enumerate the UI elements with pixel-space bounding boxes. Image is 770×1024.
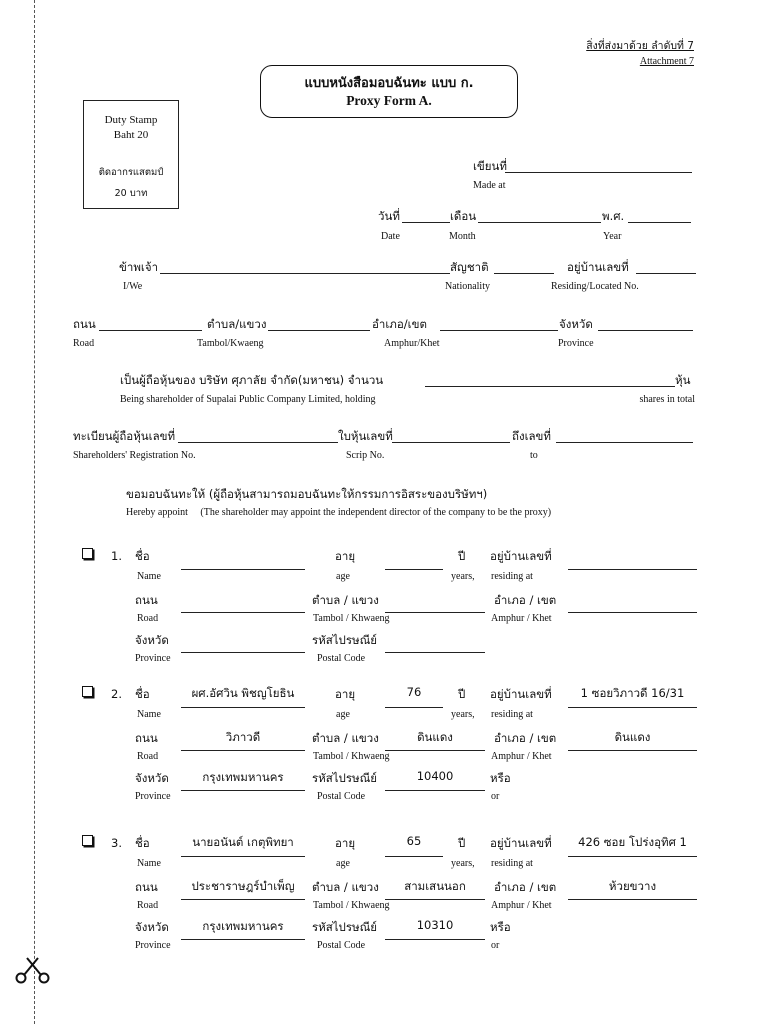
- date-month-line: [478, 222, 601, 223]
- proxy-age-line[interactable]: [385, 569, 443, 570]
- tambol-label-th: ตำบล / แขวง: [312, 880, 379, 894]
- road-label-en: Road: [137, 613, 159, 624]
- checkbox-icon[interactable]: [82, 548, 93, 559]
- proxy-postal-line[interactable]: [385, 652, 485, 653]
- proxy-house-line[interactable]: [568, 707, 697, 708]
- to-label-en: to: [530, 450, 538, 461]
- years-label-th: ปี: [458, 687, 466, 701]
- residing-label-th: อยู่บ้านเลขที่: [490, 549, 552, 563]
- province-label-th: จังหวัด: [135, 633, 169, 647]
- province-label-en: Province: [135, 791, 171, 802]
- years-label-th: ปี: [458, 836, 466, 850]
- made-at-label-en: Made at: [473, 180, 506, 191]
- residing-label-en: Residing/Located No.: [551, 281, 639, 292]
- to-line: [556, 442, 693, 443]
- proxy-house-line[interactable]: [568, 856, 697, 857]
- residing-label-en: residing at: [491, 709, 533, 720]
- proxy-road-line[interactable]: [181, 750, 305, 751]
- age-label-th: อายุ: [335, 549, 356, 563]
- shares-unit-en: shares in total: [639, 394, 695, 405]
- date-month-en: Month: [449, 231, 476, 242]
- age-label-en: age: [336, 571, 350, 582]
- proxy-name-line[interactable]: [181, 856, 305, 857]
- residing-line: [636, 273, 696, 274]
- proxy-tambol-line[interactable]: [385, 899, 485, 900]
- proxy-province-value: กรุงเทพมหานคร: [202, 919, 284, 933]
- tambol-label-en: Tambol/Kwaeng: [197, 338, 264, 349]
- road-label-th: ถนน: [135, 593, 158, 607]
- road-label-th: ถนน: [135, 731, 158, 745]
- scrip-line: [392, 442, 510, 443]
- attachment-number-en: Attachment 7: [639, 56, 694, 67]
- name-label-th: ชื่อ: [135, 549, 150, 563]
- proxy-province-line[interactable]: [181, 790, 305, 791]
- name-label-en: Name: [137, 709, 161, 720]
- proxy-age-value: 76: [406, 685, 422, 699]
- proxy-house-line[interactable]: [568, 569, 697, 570]
- shareholder-text-th: เป็นผู้ถือหุ้นของ บริษัท ศุภาลัย จำกัด(มหาชน) จำนวน: [120, 373, 384, 387]
- road-label-en: Road: [137, 751, 159, 762]
- nationality-line: [494, 273, 554, 274]
- tambol-label-th: ตำบล / แขวง: [312, 593, 379, 607]
- tambol-label-th: ตำบล/แขวง: [207, 317, 267, 331]
- years-label-en: years,: [451, 709, 475, 720]
- postal-label-en: Postal Code: [317, 653, 366, 664]
- date-year-line: [628, 222, 691, 223]
- name-label-en: Name: [137, 858, 161, 869]
- proxy-amphur-value: ห้วยขวาง: [608, 879, 657, 893]
- proxy-tambol-line[interactable]: [385, 750, 485, 751]
- amphur-label-th: อำเภอ / เขต: [494, 731, 557, 745]
- made-at-label-th: เขียนที่: [473, 159, 507, 173]
- proxy-tambol-value: สามเสนนอก: [404, 879, 466, 893]
- proxy-road-line[interactable]: [181, 612, 305, 613]
- proxy-tambol-line[interactable]: [385, 612, 485, 613]
- or-label-th: หรือ: [490, 920, 511, 934]
- road-line: [99, 330, 202, 331]
- appoint-text-en: Hereby appoint (The shareholder may appoint the independent director of the company to be the proxy): [126, 507, 552, 518]
- date-day-en: Date: [381, 231, 400, 242]
- amphur-label-en: Amphur / Khet: [491, 751, 552, 762]
- road-label-th: ถนน: [73, 317, 96, 331]
- proxy-number: 2.: [111, 687, 122, 701]
- proxy-age-value: 65: [406, 834, 422, 848]
- postal-label-en: Postal Code: [317, 940, 366, 951]
- checkbox-icon[interactable]: [82, 835, 93, 846]
- duty-stamp-box: [83, 100, 179, 209]
- amphur-label-th: อำเภอ/เขต: [372, 317, 427, 331]
- proxy-province-value: กรุงเทพมหานคร: [202, 770, 284, 784]
- proxy-name-line[interactable]: [181, 569, 305, 570]
- road-label-en: Road: [73, 338, 95, 349]
- or-label-th: หรือ: [490, 771, 511, 785]
- amphur-label-th: อำเภอ / เขต: [494, 880, 557, 894]
- province-label-th: จังหวัด: [135, 771, 169, 785]
- proxy-name-value: ผศ.อัศวิน พิชญโยธิน: [191, 686, 295, 700]
- or-label-en: or: [491, 791, 500, 802]
- postal-label-th: รหัสไปรษณีย์: [312, 633, 378, 647]
- checkbox-icon[interactable]: [82, 686, 93, 697]
- stamp-en-2: Baht 20: [113, 129, 149, 141]
- proxy-amphur-line[interactable]: [568, 612, 697, 613]
- stamp-en-1: Duty Stamp: [104, 114, 158, 126]
- date-year-en: Year: [603, 231, 622, 242]
- date-month-th: เดือน: [450, 209, 477, 223]
- to-label-th: ถึงเลขที่: [512, 429, 551, 443]
- proxy-name-value: นายอนันต์ เกตุพิทยา: [192, 835, 294, 849]
- age-label-en: age: [336, 709, 350, 720]
- residing-label-en: residing at: [491, 571, 533, 582]
- attachment-number-th: สิ่งที่ส่งมาด้วย ลำดับที่ 7: [586, 40, 694, 52]
- name-label-th: ชื่อ: [135, 836, 150, 850]
- tambol-line: [268, 330, 370, 331]
- province-label-th: จังหวัด: [559, 317, 593, 331]
- proxy-house-value: 426 ซอย โปร่งอุทิศ 1: [578, 835, 687, 849]
- proxy-postal-value: 10310: [416, 918, 454, 932]
- province-label-en: Province: [135, 940, 171, 951]
- proxy-amphur-value: ดินแดง: [614, 730, 651, 744]
- age-label-th: อายุ: [335, 836, 356, 850]
- title-en: Proxy Form A.: [346, 93, 432, 108]
- province-label-en: Province: [558, 338, 594, 349]
- registration-label-en: Shareholders' Registration No.: [73, 450, 196, 461]
- proxy-road-value: วิภาวดี: [225, 730, 261, 744]
- road-label-en: Road: [137, 900, 159, 911]
- proxy-amphur-line[interactable]: [568, 899, 697, 900]
- years-label-en: years,: [451, 571, 475, 582]
- residing-label-en: residing at: [491, 858, 533, 869]
- province-line: [598, 330, 693, 331]
- appoint-text-th: ขอมอบฉันทะให้ (ผู้ถือหุ้นสามารถมอบฉันทะให้กรรมการอิสระของบริษัทฯ): [126, 487, 488, 501]
- amphur-label-th: อำเภอ / เขต: [494, 593, 557, 607]
- residing-label-th: อยู่บ้านเลขที่: [567, 260, 629, 274]
- proxy-number: 1.: [111, 549, 122, 563]
- proxy-house-value: 1 ซอยวิภาวดี 16/31: [580, 686, 685, 700]
- residing-label-th: อยู่บ้านเลขที่: [490, 836, 552, 850]
- proxy-road-value: ประชาราษฎร์บำเพ็ญ: [191, 879, 295, 893]
- scissors-icon: [14, 955, 52, 985]
- tambol-label-en: Tambol / Khwaeng: [313, 751, 390, 762]
- tambol-label-th: ตำบล / แขวง: [312, 731, 379, 745]
- proxy-road-line[interactable]: [181, 899, 305, 900]
- proxy-province-line[interactable]: [181, 939, 305, 940]
- residing-label-th: อยู่บ้านเลขที่: [490, 687, 552, 701]
- proxy-name-line[interactable]: [181, 707, 305, 708]
- iwe-line: [160, 273, 450, 274]
- shares-unit-th: หุ้น: [675, 373, 691, 387]
- name-label-en: Name: [137, 571, 161, 582]
- nationality-label-th: สัญชาติ: [450, 260, 489, 274]
- proxy-tambol-value: ดินแดง: [417, 730, 453, 744]
- postal-label-th: รหัสไปรษณีย์: [312, 771, 378, 785]
- date-day-th: วันที่: [378, 209, 400, 223]
- cut-line: [34, 0, 35, 1024]
- shares-line: [425, 386, 675, 387]
- or-label-en: or: [491, 940, 500, 951]
- proxy-age-line[interactable]: [385, 856, 443, 857]
- road-label-th: ถนน: [135, 880, 158, 894]
- postal-label-en: Postal Code: [317, 791, 366, 802]
- amphur-label-en: Amphur / Khet: [491, 900, 552, 911]
- iwe-label-en: I/We: [123, 281, 143, 292]
- years-label-th: ปี: [458, 549, 466, 563]
- amphur-label-en: Amphur/Khet: [384, 338, 440, 349]
- proxy-amphur-line[interactable]: [568, 750, 697, 751]
- tambol-label-en: Tambol / Khwaeng: [313, 613, 390, 624]
- province-label-en: Province: [135, 653, 171, 664]
- postal-label-th: รหัสไปรษณีย์: [312, 920, 378, 934]
- proxy-postal-line[interactable]: [385, 790, 485, 791]
- title-box: [260, 65, 518, 118]
- stamp-th-1: ติดอากรแสตมป์: [98, 167, 164, 178]
- made-at-line: [505, 172, 692, 173]
- age-label-en: age: [336, 858, 350, 869]
- province-label-th: จังหวัด: [135, 920, 169, 934]
- registration-label-th: ทะเบียนผู้ถือหุ้นเลขที่: [73, 429, 176, 443]
- name-label-th: ชื่อ: [135, 687, 150, 701]
- age-label-th: อายุ: [335, 687, 356, 701]
- shareholder-text-en: Being shareholder of Supalai Public Company Limited, holding: [120, 394, 376, 405]
- title-th: แบบหนังสือมอบฉันทะ แบบ ก.: [304, 76, 474, 91]
- tambol-label-en: Tambol / Khwaeng: [313, 900, 390, 911]
- date-day-line: [402, 222, 450, 223]
- proxy-age-line[interactable]: [385, 707, 443, 708]
- registration-line: [178, 442, 338, 443]
- nationality-label-en: Nationality: [445, 281, 490, 292]
- scrip-label-th: ใบหุ้นเลขที่: [338, 429, 393, 443]
- date-year-th: พ.ศ.: [602, 209, 625, 223]
- amphur-label-en: Amphur / Khet: [491, 613, 552, 624]
- scrip-label-en: Scrip No.: [346, 450, 385, 461]
- proxy-province-line[interactable]: [181, 652, 305, 653]
- amphur-line: [440, 330, 558, 331]
- proxy-postal-line[interactable]: [385, 939, 485, 940]
- iwe-label-th: ข้าพเจ้า: [119, 260, 159, 274]
- years-label-en: years,: [451, 858, 475, 869]
- stamp-th-2: 20 บาท: [114, 188, 148, 199]
- proxy-number: 3.: [111, 836, 122, 850]
- proxy-postal-value: 10400: [416, 769, 454, 783]
